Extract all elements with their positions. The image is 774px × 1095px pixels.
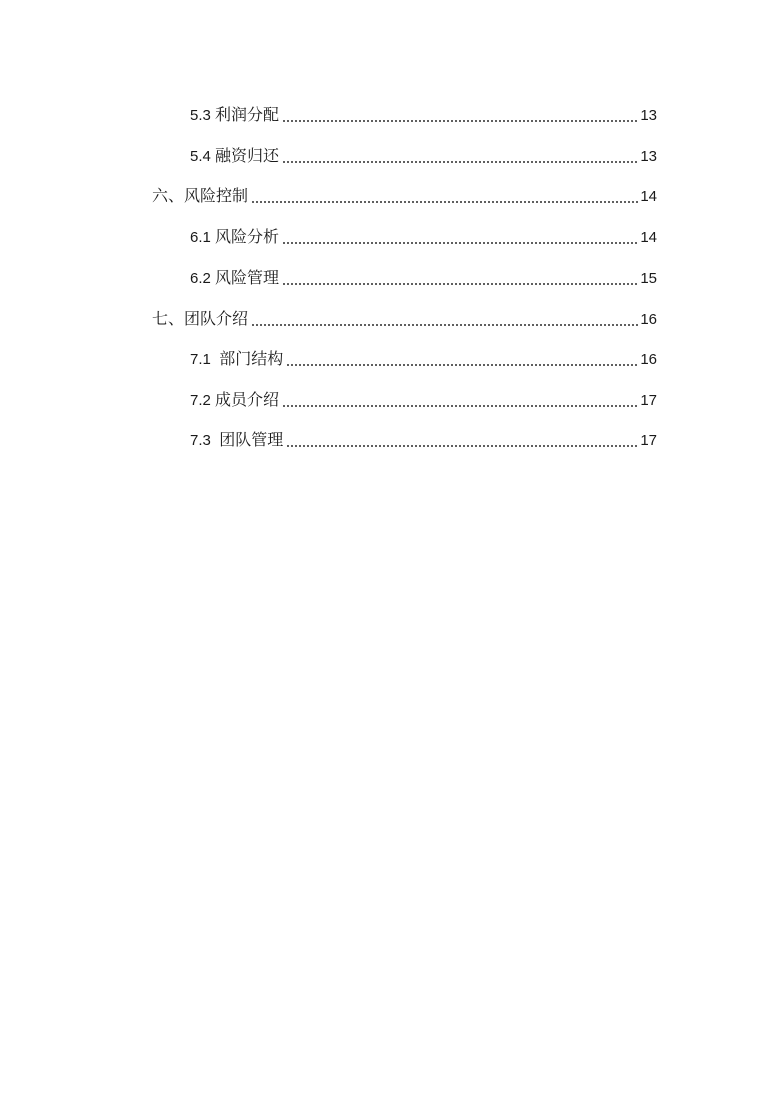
toc-entry-label [152,187,248,207]
toc-dot-leader [282,233,638,245]
toc-entry-label [190,228,279,248]
toc-page-number: 16 [640,311,657,328]
toc-entry-7-2[interactable] [190,387,657,411]
toc-page-number: 17 [640,432,657,449]
toc-entry-5-4[interactable] [190,143,657,167]
toc-entry-chapter-7[interactable] [152,306,657,330]
toc-dot-leader [286,436,638,448]
toc-page-number: 14 [640,188,657,205]
toc-page-number: 17 [640,392,657,409]
toc-entry-title: 风险管理 [215,270,280,287]
toc-entry-title: 利润分配 [215,107,280,124]
toc-entry-title: 融资归还 [215,148,280,165]
toc-entry-title: 部门结构 [219,351,284,368]
toc-entry-label [190,350,283,370]
toc-entry-title: 六、风险控制 [152,188,249,205]
toc-entry-7-1[interactable] [190,346,657,370]
toc-dot-leader [282,111,638,123]
toc-entry-7-3[interactable] [190,427,657,451]
toc-dot-leader [282,396,638,408]
toc-entry-label [190,391,279,411]
toc-page-number: 13 [640,148,657,165]
toc-dot-leader [282,152,638,164]
toc-entry-label [190,431,283,451]
toc-dot-leader [251,192,638,204]
toc-entry-title: 风险分析 [215,229,280,246]
toc-entry-number: 6.1 [190,229,216,246]
toc-dot-leader [251,315,638,327]
toc-entry-label [190,147,279,167]
toc-entry-number: 5.3 [190,107,216,124]
toc-entry-label [152,310,248,330]
toc-entry-title: 七、团队介绍 [152,311,249,328]
toc-page-number: 15 [640,270,657,287]
toc-entry-6-2[interactable] [190,265,657,289]
toc-entry-5-3[interactable] [190,102,657,126]
toc-entry-number: 5.4 [190,148,216,165]
toc-entry-chapter-6[interactable] [152,183,657,207]
toc-entry-6-1[interactable] [190,224,657,248]
toc-entry-title: 成员介绍 [215,392,280,409]
toc-dot-leader [282,274,638,286]
toc-entry-title: 团队管理 [219,432,284,449]
toc-page-number: 16 [640,351,657,368]
toc-page-number: 13 [640,107,657,124]
toc-page-number: 14 [640,229,657,246]
toc-entry-number: 7.2 [190,392,216,409]
toc-entry-number: 7.3 [190,432,220,449]
toc-dot-leader [286,355,638,367]
toc-entry-label [190,269,279,289]
toc-entry-number: 6.2 [190,270,216,287]
toc-entry-label [190,106,279,126]
toc-entry-number: 7.1 [190,351,220,368]
